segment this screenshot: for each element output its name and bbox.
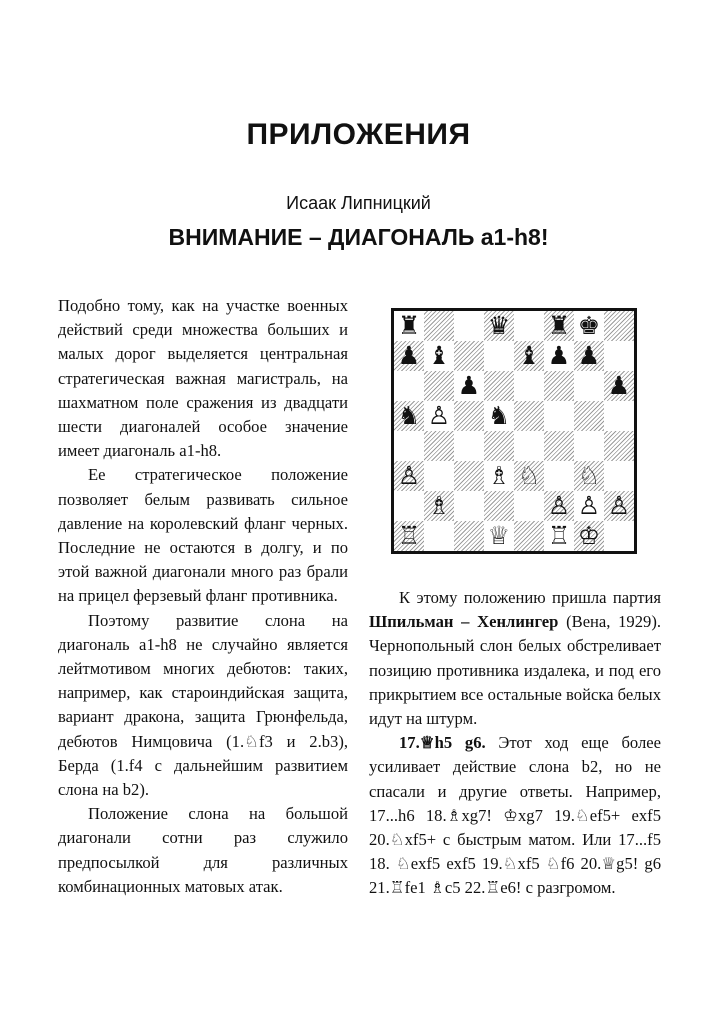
square-h5 (604, 401, 634, 431)
square-d5: ♞ (484, 401, 514, 431)
square-g2: ♙ (574, 491, 604, 521)
square-h2: ♙ (604, 491, 634, 521)
square-c8 (454, 311, 484, 341)
square-c5 (454, 401, 484, 431)
square-c6: ♟ (454, 371, 484, 401)
square-f8: ♜ (544, 311, 574, 341)
square-b3 (424, 461, 454, 491)
game-players: Шпильман – Хенлингер (369, 612, 559, 632)
square-h7 (604, 341, 634, 371)
left-column (58, 294, 348, 899)
square-d6 (484, 371, 514, 401)
paragraph: Подобно тому, как на участке военных действий среди множества больших и малых дорог выделяется центральная стратегическая важная магистраль, на шахматном поле сражения из двадцати шести диагоналей особое значение имеет диагональ a1-h8. (58, 296, 348, 461)
move-notation: 17.♕h5 g6. (399, 733, 486, 753)
square-f3 (544, 461, 574, 491)
paragraph: Положение слона на большой диагонали сотни раз служило предпосылкой для различных комбинационных матовых атак. (58, 804, 348, 896)
square-c4 (454, 431, 484, 461)
square-d7 (484, 341, 514, 371)
square-e7: ♝ (514, 341, 544, 371)
square-a8: ♜ (394, 311, 424, 341)
square-g6 (574, 371, 604, 401)
square-b6 (424, 371, 454, 401)
square-e2 (514, 491, 544, 521)
square-f4 (544, 431, 574, 461)
right-column (369, 586, 661, 901)
square-e5 (514, 401, 544, 431)
square-a2 (394, 491, 424, 521)
square-h1 (604, 521, 634, 551)
square-b1 (424, 521, 454, 551)
paragraph (369, 586, 661, 731)
paragraph-text: (Вена, 1929). Чернопольный слон белых обстреливает позицию противника издалека, и под его прикрытием все остальные войска белых идут на штурм. (369, 612, 661, 729)
square-e8 (514, 311, 544, 341)
paragraph-text: К этому положению пришла партия (399, 588, 661, 607)
section-title: ПРИЛОЖЕНИЯ (246, 118, 471, 151)
square-g1: ♔ (574, 521, 604, 551)
square-e1 (514, 521, 544, 551)
square-c7 (454, 341, 484, 371)
square-e3: ♘ (514, 461, 544, 491)
square-f5 (544, 401, 574, 431)
square-b4 (424, 431, 454, 461)
square-a3: ♙ (394, 461, 424, 491)
square-h4 (604, 431, 634, 461)
square-c3 (454, 461, 484, 491)
square-f7: ♟ (544, 341, 574, 371)
square-a4 (394, 431, 424, 461)
square-a5: ♞ (394, 401, 424, 431)
square-b5: ♙ (424, 401, 454, 431)
chess-diagram (391, 308, 637, 554)
square-a7: ♟ (394, 341, 424, 371)
square-c1 (454, 521, 484, 551)
square-g8: ♚ (574, 311, 604, 341)
square-e4 (514, 431, 544, 461)
square-g3: ♘ (574, 461, 604, 491)
square-b7: ♝ (424, 341, 454, 371)
square-c2 (454, 491, 484, 521)
paragraph: Поэтому развитие слона на диагональ a1-h8 не случайно является лейтмотивом многих дебютов: таких, например, как староиндийская защита, вариант дракона, защита Грюнфельда, дебютов Нимцовича (1.♘f3 и 2.b3), Берда (1.f4 с дальнейшим развитием слона на b2). (58, 610, 348, 800)
square-f2: ♙ (544, 491, 574, 521)
paragraph: Ее стратегическое положение позволяет белым развивать сильное давление на королевский фланг черных. Последние не остаются в долгу, и по этой важной диагонали много раз брали на прицел ферзевый фланг противника. (58, 465, 348, 606)
square-h3 (604, 461, 634, 491)
square-h6: ♟ (604, 371, 634, 401)
paragraph (369, 731, 661, 900)
square-e6 (514, 371, 544, 401)
square-a1: ♖ (394, 521, 424, 551)
square-f6 (544, 371, 574, 401)
square-g4 (574, 431, 604, 461)
article-author: Исаак Липницкий (286, 193, 431, 213)
paragraph-text: Этот ход еще более усиливает действие слона b2, но не спасали и другие ответы. Например, 17...h6 18.♗xg7! ♔xg7 19.♘ef5+ exf5 20.♘xf5+ с быстрым матом. Или 17...f5 18. ♘exf5 exf5 19.♘xf5 ♘f6 20.♕g5! g6 21.♖fe1 ♗c5 22.♖e6! с разгромом. (369, 733, 661, 898)
square-d2 (484, 491, 514, 521)
square-f1: ♖ (544, 521, 574, 551)
square-g5 (574, 401, 604, 431)
square-d8: ♛ (484, 311, 514, 341)
square-d4 (484, 431, 514, 461)
square-b2: ♗ (424, 491, 454, 521)
square-d3: ♗ (484, 461, 514, 491)
square-d1: ♕ (484, 521, 514, 551)
square-b8 (424, 311, 454, 341)
square-h8 (604, 311, 634, 341)
article-title: ВНИМАНИЕ – ДИАГОНАЛЬ a1-h8! (168, 224, 549, 250)
square-a6 (394, 371, 424, 401)
square-g7: ♟ (574, 341, 604, 371)
